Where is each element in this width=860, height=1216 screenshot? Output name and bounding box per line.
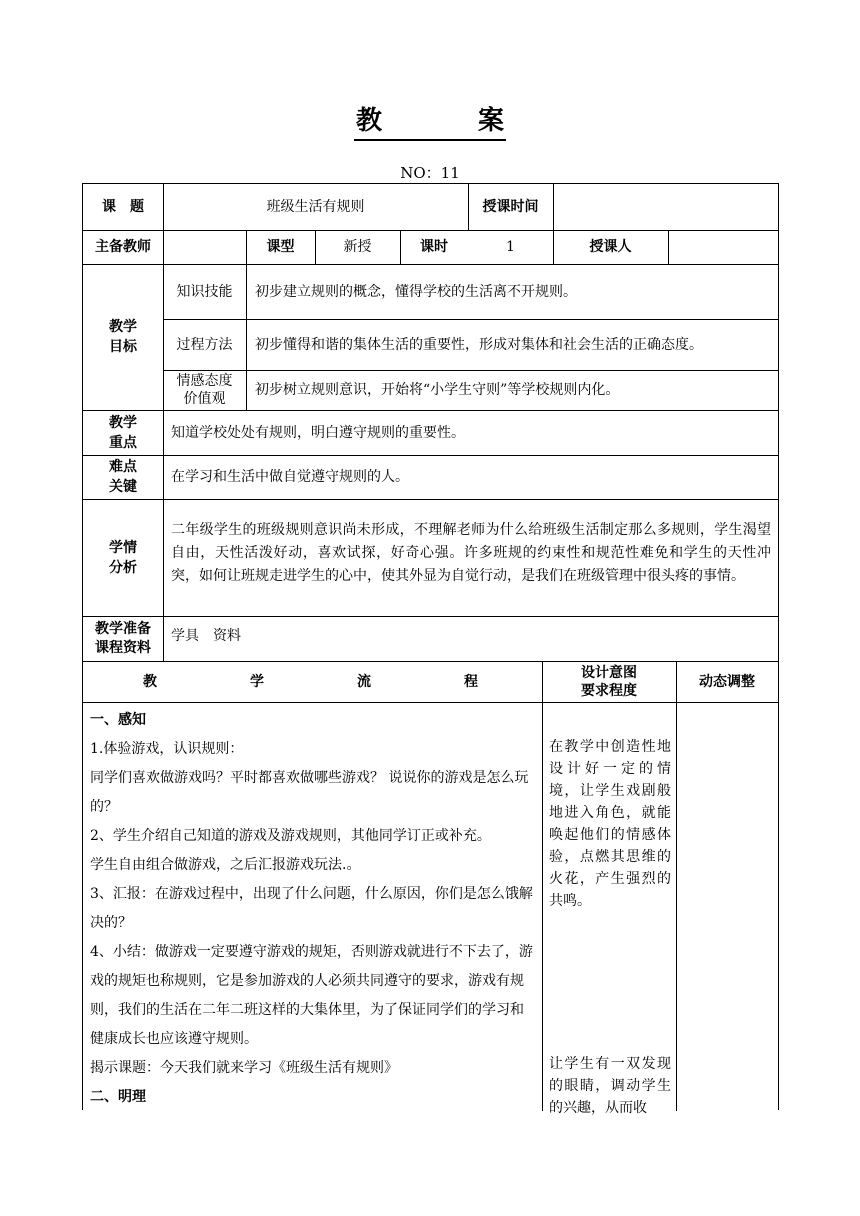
topic-value: 班级生活有规则 <box>266 199 365 215</box>
process-step-2-detail: 学生自由组合做游戏，之后汇报游戏玩法.。 <box>90 857 361 873</box>
section-understand: 二、明理 <box>90 1089 146 1105</box>
process-header-char-4: 程 <box>464 673 478 690</box>
key-point-label-line1: 教学 <box>109 414 137 431</box>
title-char-right: 案 <box>478 106 505 136</box>
type-label: 课型 <box>266 239 295 255</box>
type-value: 新授 <box>343 239 372 255</box>
prep-label <box>83 616 163 661</box>
hours-label: 课时 <box>420 239 448 255</box>
key-point-text: 知道学校处处有规则，明白遵守规则的重要性。 <box>171 424 465 441</box>
title-char-left: 教 <box>355 106 382 136</box>
process-step-2: 2、学生介绍自己知道的游戏及游戏规则，其他同学订正或补充。 <box>90 828 491 844</box>
goal-process-label: 过程方法 <box>176 336 233 353</box>
key-point-label-line2: 重点 <box>109 434 137 451</box>
section-perceive: 一、感知 <box>90 712 146 728</box>
lecturer-value <box>668 230 778 264</box>
time-label: 授课时间 <box>482 199 539 215</box>
lecturer-label: 授课人 <box>589 239 632 255</box>
difficulty-label <box>83 455 163 499</box>
process-header-char-3: 流 <box>357 673 371 690</box>
goal-emotion-label-line2: 价值观 <box>183 391 226 407</box>
process-header-char-1: 教 <box>143 673 157 690</box>
analysis-label-line1: 学情 <box>109 539 137 556</box>
prep-text: 学具 资料 <box>171 627 241 644</box>
topic-label: 课 题 <box>102 199 144 215</box>
prep-label-line2: 课程资料 <box>95 639 151 656</box>
goals-label-line1: 教学 <box>109 319 137 335</box>
key-point-label <box>83 410 163 455</box>
goal-knowledge-text: 初步建立规则的概念，懂得学校的生活离不开规则。 <box>255 283 577 300</box>
design-note-1: 在教学中创造性地设计好一定的情境，让学生戏剧般地进入角色，就能唤起他们的情感体验，点燃其思维的火花，产生强烈的共鸣。 <box>549 739 671 909</box>
document-title <box>0 100 860 141</box>
process-header-char-2: 学 <box>250 673 264 690</box>
analysis-text: 二年级学生的班级规则意识尚未形成，不理解老师为什么给班级生活制定那么多规则，学生渴望自由，天性活泼好动，喜欢试探，好奇心强。许多班规的约束性和规范性难免和学生的天性冲突，如何让班规走进学生的心中，使其外显为自觉行动，是我们在班级管理中很头疼的事情。 <box>171 522 771 584</box>
dynamic-adjust-header: 动态调整 <box>699 673 755 690</box>
analysis-label-line2: 分析 <box>109 559 137 576</box>
teacher-label: 主备教师 <box>95 239 151 255</box>
goal-process-text: 初步懂得和谐的集体生活的重要性，形成对集体和社会生活的正确态度。 <box>255 336 703 353</box>
document-number: NO：11 <box>400 164 460 182</box>
goal-knowledge-label: 知识技能 <box>176 283 233 300</box>
goals-label <box>83 264 163 410</box>
process-step-4: 4、小结：做游戏一定要遵守游戏的规矩，否则游戏就进行不下去了，游戏的规矩也称规则，它是参加游戏的人必须共同遵守的要求，游戏有规则，我们的生活在二年二班这样的大集体里，为了保证同学们的学习和健康成长也应该遵守规则。 <box>90 944 533 1047</box>
design-note-2: 让学生有一双发现的眼睛，调动学生的兴趣，从而收 <box>549 1056 671 1116</box>
teacher-value <box>163 230 246 264</box>
design-intent-header <box>542 661 676 702</box>
goals-label-line2: 目标 <box>109 339 137 355</box>
process-topic-reveal: 揭示课题：今天我们就来学习《班级生活有规则》 <box>90 1060 398 1076</box>
difficulty-text: 在学习和生活中做自觉遵守规则的人。 <box>171 469 409 485</box>
process-step-1: 1.体验游戏，认识规则： <box>90 741 244 757</box>
goal-emotion-text: 初步树立规则意识，开始将“小学生守则”等学校规则内化。 <box>255 382 620 398</box>
hours-value: 1 <box>506 239 515 255</box>
process-step-1-detail: 同学们喜欢做游戏吗？平时都喜欢做哪些游戏？ 说说你的游戏是怎么玩的？ <box>90 770 529 815</box>
prep-label-line1: 教学准备 <box>95 620 151 637</box>
time-value <box>553 184 778 230</box>
process-header <box>83 661 542 702</box>
difficulty-label-line2: 关键 <box>109 479 137 495</box>
design-intent-header-line2: 要求程度 <box>581 682 637 699</box>
goal-emotion-label-line1: 情感态度 <box>176 373 233 389</box>
difficulty-label-line1: 难点 <box>109 459 137 475</box>
process-content <box>90 706 536 1112</box>
goal-emotion-label <box>163 370 246 410</box>
design-intent-header-line1: 设计意图 <box>581 664 637 681</box>
analysis-label <box>83 499 163 616</box>
process-step-3: 3、汇报：在游戏过程中，出现了什么问题，什么原因，你们是怎么饿解决的？ <box>90 886 533 931</box>
